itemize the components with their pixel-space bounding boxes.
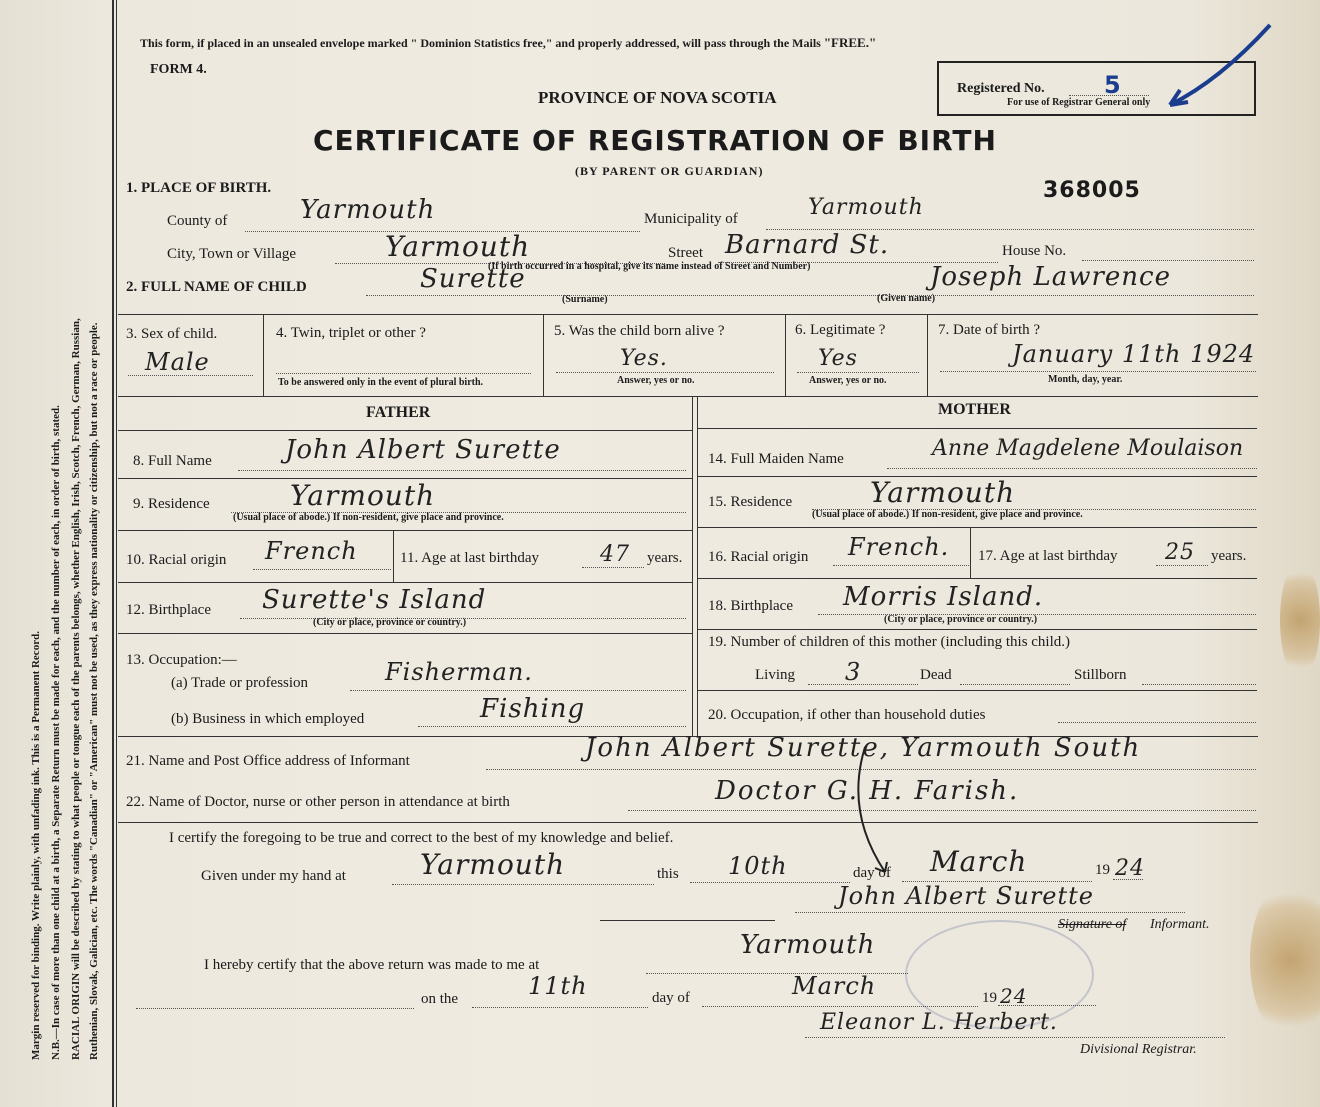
mother-age-value: 25: [1165, 540, 1195, 565]
mother-age-unit: years.: [1211, 548, 1247, 564]
dead-label: Dead: [920, 667, 952, 683]
binding-line: [116, 0, 117, 1107]
certificate-subtitle: (BY PARENT OR GUARDIAN): [575, 164, 764, 178]
date-of-birth-value: January 11th 1924: [1012, 340, 1256, 368]
surname-note: (Surname): [562, 294, 608, 305]
day-value: 10th: [728, 852, 788, 880]
mother-residence-label: 15. Residence: [708, 494, 793, 510]
stillborn-label: Stillborn: [1074, 667, 1127, 683]
county-value: Yarmouth: [300, 195, 436, 225]
legitimate-value: Yes: [818, 346, 858, 371]
signature-label: Informant.: [1150, 917, 1210, 932]
living-value: 3: [845, 658, 862, 686]
father-residence-label: 9. Residence: [133, 496, 210, 512]
given-place: Yarmouth: [420, 848, 566, 881]
doctor-label: 22. Name of Doctor, nurse or other person in attendance at birth: [126, 794, 510, 810]
month-value: March: [930, 845, 1028, 878]
day-of-label: day of: [853, 865, 891, 881]
mother-racial-value: French.: [848, 533, 950, 561]
mother-birthplace-value: Morris Island.: [843, 582, 1044, 612]
mother-residence-value: Yarmouth: [870, 476, 1016, 509]
trade-value: Fisherman.: [385, 658, 533, 686]
mother-birthplace-note: (City or place, province or country.): [884, 614, 1038, 625]
registration-month: March: [792, 972, 877, 1000]
signature-label-struck: Signature of: [1058, 917, 1127, 932]
margin-line-2: N.B.—In case of more than one child at a birth, a Separate Return must be made for each, and the number of each, in order of birth, stated.: [50, 405, 62, 1060]
mother-residence-note: (Usual place of abode.) If non-resident, give place and province.: [812, 509, 1083, 520]
mother-name-value: Anne Magdelene Moulaison: [932, 436, 1244, 461]
father-racial-value: French: [265, 537, 358, 565]
margin-line-4: Ruthenian, Slovak, Galician, etc. The words "Canadian" or "American" must not be used, as they express nationality or citizenship, but not a race or people.: [88, 322, 100, 1060]
legitimate-label: 6. Legitimate ?: [795, 322, 886, 338]
twin-label: 4. Twin, triplet or other ?: [276, 325, 426, 341]
born-alive-value: Yes.: [620, 346, 668, 371]
certify-statement: I certify the foregoing to be true and correct to the best of my knowledge and belief.: [169, 830, 674, 846]
father-residence-value: Yarmouth: [290, 479, 436, 512]
father-birthplace-label: 12. Birthplace: [126, 602, 211, 618]
serial-number: 368005: [1043, 178, 1141, 203]
street-label: Street: [668, 245, 703, 261]
year-prefix: 19: [1095, 862, 1110, 878]
sex-value: Male: [145, 348, 210, 376]
binding-line: [112, 0, 114, 1107]
date-of-birth-label: 7. Date of birth ?: [938, 322, 1041, 338]
registration-year-prefix: 19: [982, 990, 997, 1006]
mother-occupation-label: 20. Occupation, if other than household duties: [708, 707, 986, 723]
registered-label: Registered No.: [957, 81, 1045, 96]
father-racial-label: 10. Racial origin: [126, 552, 227, 568]
check-mark-icon: [1160, 20, 1280, 120]
trade-label: (a) Trade or profession: [171, 675, 309, 691]
father-occupation-label: 13. Occupation:—: [126, 652, 237, 668]
municipality-label: Municipality of: [644, 211, 738, 227]
father-residence-note: (Usual place of abode.) If non-resident, give place and province.: [233, 512, 504, 523]
child-given-name: Joseph Lawrence: [930, 262, 1171, 292]
paper-stain: [1250, 880, 1320, 1040]
certificate-title: CERTIFICATE OF REGISTRATION OF BIRTH: [313, 124, 997, 157]
mother-heading: MOTHER: [938, 401, 1011, 418]
informant-signature: John Albert Surette: [838, 882, 1094, 910]
mail-notice: This form, if placed in an unsealed envelope marked " Dominion Statistics free," and properly addressed, will pass through the Mails "FREE.": [140, 35, 877, 50]
registrar-signature: Eleanor L. Herbert.: [820, 1010, 1058, 1035]
registration-day-of-label: day of: [652, 990, 690, 1006]
business-value: Fishing: [480, 694, 586, 724]
mother-birthplace-label: 18. Birthplace: [708, 598, 793, 614]
business-label: (b) Business in which employed: [171, 711, 365, 727]
margin-line-3: RACIAL ORIGIN will be described by stating to what people or tongue each of the parents belongs, whether English, Irish, Scotch, French, German, Russian,: [70, 318, 82, 1060]
date-of-birth-note: Month, day, year.: [1048, 374, 1123, 385]
registration-day: 11th: [528, 972, 588, 1000]
form-number: FORM 4.: [150, 62, 207, 77]
registrar-label: Divisional Registrar.: [1080, 1042, 1197, 1057]
child-name-label: 2. FULL NAME OF CHILD: [126, 279, 307, 295]
father-birthplace-note: (City or place, province or country.): [313, 617, 467, 628]
this-label: this: [657, 866, 679, 882]
county-label: County of: [167, 213, 228, 229]
father-age-unit: years.: [647, 550, 683, 566]
registration-place: Yarmouth: [740, 930, 876, 960]
year-value: 24: [1115, 856, 1145, 881]
hospital-note: (If birth occurred in a hospital, give its name instead of Street and Number): [488, 261, 811, 272]
municipality-value: Yarmouth: [808, 195, 924, 220]
mother-name-label: 14. Full Maiden Name: [708, 451, 844, 467]
doctor-value: Doctor G. H. Farish.: [715, 776, 1020, 806]
informant-value: John Albert Surette, Yarmouth South: [585, 733, 1142, 763]
mother-age-label: 17. Age at last birthday: [978, 548, 1118, 564]
child-surname: Surette: [420, 264, 526, 294]
father-name-value: John Albert Surette: [285, 435, 561, 465]
living-label: Living: [755, 667, 795, 683]
father-age-value: 47: [600, 542, 630, 567]
father-name-label: 8. Full Name: [133, 453, 212, 469]
born-alive-label: 5. Was the child born alive ?: [554, 323, 725, 339]
place-heading: 1. PLACE OF BIRTH.: [126, 180, 272, 196]
city-value: Yarmouth: [385, 230, 531, 263]
registrar-use-note: For use of Registrar General only: [1007, 97, 1151, 108]
father-age-label: 11. Age at last birthday: [400, 550, 539, 566]
province-heading: PROVINCE OF NOVA SCOTIA: [538, 88, 777, 107]
informant-label: 21. Name and Post Office address of Informant: [126, 753, 410, 769]
registration-year: 24: [1000, 984, 1028, 1008]
given-name-note: (Given name): [877, 293, 936, 304]
house-number-label: House No.: [1002, 243, 1067, 259]
on-the-label: on the: [421, 991, 459, 1007]
father-birthplace-value: Surette's Island: [262, 585, 487, 615]
born-alive-note: Answer, yes or no.: [617, 375, 695, 386]
street-value: Barnard St.: [725, 230, 890, 260]
registered-number: 5: [1104, 71, 1121, 99]
registrar-statement: I hereby certify that the above return was made to me at: [204, 957, 540, 973]
legitimate-note: Answer, yes or no.: [809, 375, 887, 386]
children-label: 19. Number of children of this mother (including this child.): [708, 634, 1071, 650]
mother-racial-label: 16. Racial origin: [708, 549, 809, 565]
sex-label: 3. Sex of child.: [126, 326, 218, 342]
margin-line-1: Margin reserved for binding. Write plainly, with unfading ink. This is a Permanent Record.: [30, 631, 42, 1060]
given-under-label: Given under my hand at: [201, 868, 346, 884]
handwritten-arrow-icon: [845, 742, 905, 882]
city-label: City, Town or Village: [167, 246, 297, 262]
father-heading: FATHER: [366, 404, 431, 421]
twin-note: To be answered only in the event of plural birth.: [278, 377, 484, 388]
paper-stain: [1280, 560, 1320, 680]
